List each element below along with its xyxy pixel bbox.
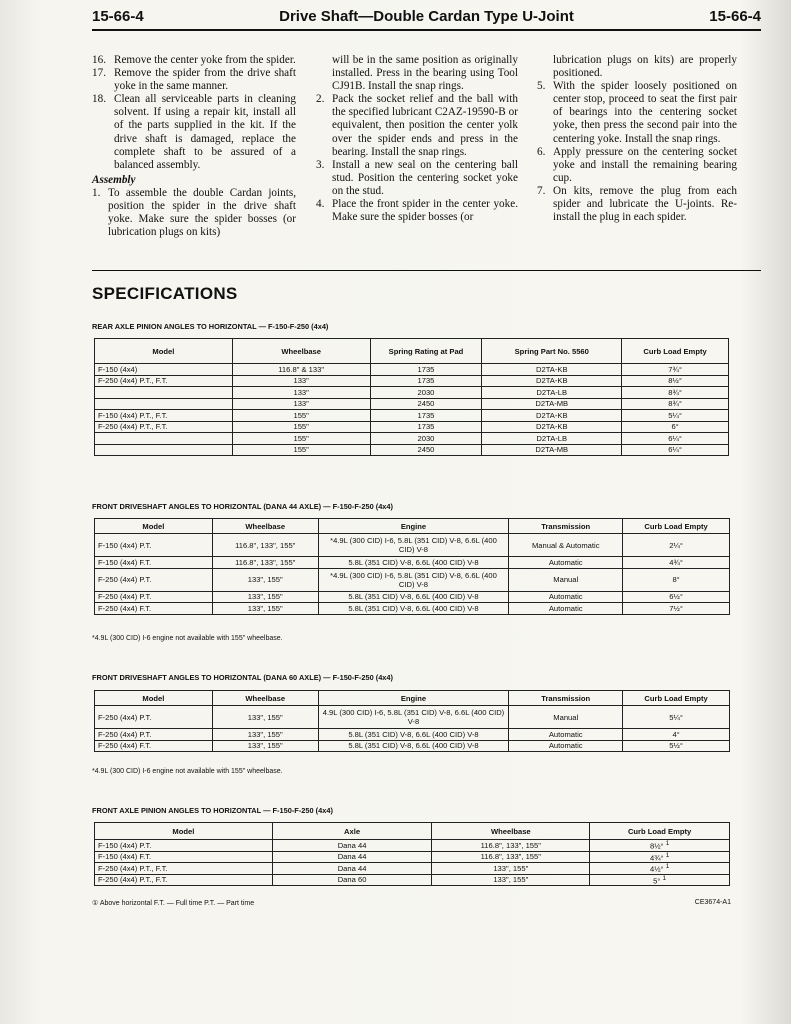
assembly-step-4: 4. Place the front spider in the center yoke. Make sure the spider bosses (or xyxy=(316,198,518,224)
page-number-left: 15-66-4 xyxy=(92,8,144,25)
table-row: F-250 (4x4) P.T., F.T. 155" 1735 D2TA-KB 6° xyxy=(95,421,729,433)
front-axle-pinion-table xyxy=(94,822,730,886)
page-number-right: 15-66-4 xyxy=(709,8,761,25)
table-row: F-250 (4x4) P.T., F.T. Dana 44 133", 155" 4½° $^1$ xyxy=(95,863,730,875)
table-row: F-150 (4x4) P.T. Dana 44 116.8", 133", 155" 8½° $^1$ xyxy=(95,840,730,852)
footnote-marker: 1 xyxy=(665,863,670,871)
assembly-step-2: 2. Pack the socket relief and the ball with the specified lubricant C2AZ-19590-B or equivalent, then position the center yolk over the spider ends and press in the bearing. Install the snap rings. xyxy=(316,93,518,158)
assembly-step-7: 7. On kits, remove the plug from each spider and lubricate the U-joints. Re-install the plug in each spider. xyxy=(537,184,737,224)
table-row: F-150 (4x4) 116.8" & 133" 1735 D2TA-KB 7¾° xyxy=(95,364,729,376)
table-row: 155" 2450 D2TA-MB 6¼° xyxy=(95,444,729,456)
table4-caption: FRONT AXLE PINION ANGLES TO HORIZONTAL — F-150-F-250 (4x4) xyxy=(92,806,333,815)
footnote-marker: 1 xyxy=(662,874,667,882)
table3-caption: FRONT DRIVESHAFT ANGLES TO HORIZONTAL (DANA 60 AXLE) — F-150-F-250 (4x4) xyxy=(92,673,393,682)
step-4-continued: lubrication plugs on kits) are properly positioned. xyxy=(553,54,737,80)
table-row: F-250 (4x4) F.T. 133", 155" 5.8L (351 CID) V-8, 6.6L (400 CID) V-8 Automatic 5½° xyxy=(95,740,730,752)
specifications-heading: SPECIFICATIONS xyxy=(92,284,238,303)
step-1-continued: will be in the same position as originally installed. Press in the bearing using Tool CJ91B. Install the snap rings. xyxy=(332,54,518,93)
table-header-row: Model Wheelbase Engine Transmission Curb Load Empty xyxy=(95,691,730,706)
assembly-step-5: 5. With the spider loosely positioned on center stop, proceed to seat the first pair of bearings into the centering socket yoke, then press the second pair into the centering yoke. Install the snap rings. xyxy=(537,80,737,145)
table2-caption: FRONT DRIVESHAFT ANGLES TO HORIZONTAL (DANA 44 AXLE) — F-150-F-250 (4x4) xyxy=(92,502,393,511)
table-row: F-250 (4x4) P.T. 133", 155" 4.9L (300 CID) I-6, 5.8L (351 CID) V-8, 6.6L (400 CID) V-8 Manual 5¼° xyxy=(95,706,730,729)
text-column-2 xyxy=(316,54,518,224)
step-16: 16. Remove the center yoke from the spider. xyxy=(92,54,296,66)
table-row: F-250 (4x4) P.T. 133", 155" 5.8L (351 CID) V-8, 6.6L (400 CID) V-8 Automatic 6½° xyxy=(95,591,730,603)
table-header-row: Model Wheelbase Spring Rating at Pad Spring Part No. 5560 Curb Load Empty xyxy=(95,339,729,364)
table-row: 155" 2030 D2TA-LB 6¼° xyxy=(95,433,729,445)
table2-footnote: *4.9L (300 CID) I-6 engine not available with 155" wheelbase. xyxy=(92,635,283,642)
text-column-3 xyxy=(537,54,737,224)
text-column-1 xyxy=(92,54,296,239)
header-rule xyxy=(92,29,761,31)
table-row: F-250 (4x4) P.T., F.T. Dana 60 133", 155" 5° $^1$ xyxy=(95,874,730,886)
table-row: F-150 (4x4) F.T. Dana 44 116.8", 133", 155" 4¾° $^1$ xyxy=(95,851,730,863)
step-17: 17. Remove the spider from the drive shaft yoke in the same manner. xyxy=(92,67,296,93)
table-row: 133" 2030 D2TA-LB 8¾° xyxy=(95,387,729,399)
table-row: F-250 (4x4) P.T. 133", 155" *4.9L (300 CID) I-6, 5.8L (351 CID) V-8, 6.6L (400 CID) V-8 Manual 8° xyxy=(95,568,730,591)
assembly-heading: Assembly xyxy=(92,173,136,186)
page-title: Drive Shaft—Double Cardan Type U-Joint xyxy=(279,8,574,25)
rear-axle-pinion-table xyxy=(94,338,729,456)
table-row: 133" 2450 D2TA-MB 8¾° xyxy=(95,398,729,410)
assembly-step-1: 1. To assemble the double Cardan joints, position the spider in the drive shaft yoke. Make sure the spider bosses (or lubrication plugs on kits) xyxy=(92,186,296,239)
table-row: F-250 (4x4) F.T. 133", 155" 5.8L (351 CID) V-8, 6.6L (400 CID) V-8 Automatic 7½° xyxy=(95,603,730,615)
assembly-step-6: 6. Apply pressure on the centering socket yoke and install the remaining bearing cup. xyxy=(537,145,737,184)
table-row: F-150 (4x4) P.T., F.T. 155" 1735 D2TA-KB 5¼° xyxy=(95,410,729,422)
legend: ① Above horizontal F.T. — Full time P.T. — Part time xyxy=(92,900,255,907)
table-header-row: Model Axle Wheelbase Curb Load Empty xyxy=(95,823,730,840)
step-18: 18. Clean all serviceable parts in cleaning solvent. If using a repair kit, install all of the parts supplied in the kit. If the drive shaft is damaged, replace the complete shaft to be assured of a balanced assembly. xyxy=(92,93,296,171)
front-driveshaft-dana44-table xyxy=(94,518,730,615)
table-row: F-250 (4x4) P.T. 133", 155" 5.8L (351 CID) V-8, 6.6L (400 CID) V-8 Automatic 4° xyxy=(95,729,730,741)
assembly-step-3: 3. Install a new seal on the centering ball stud. Position the centering socket yoke on the stud. xyxy=(316,158,518,197)
table-row: F-250 (4x4) P.T., F.T. 133" 1735 D2TA-KB 8½° xyxy=(95,375,729,387)
footnote-marker: 1 xyxy=(665,851,670,859)
table3-footnote: *4.9L (300 CID) I-6 engine not available with 155" wheelbase. xyxy=(92,768,283,775)
footnote-marker: 1 xyxy=(665,840,670,847)
table1-caption: REAR AXLE PINION ANGLES TO HORIZONTAL — F-150-F-250 (4x4) xyxy=(92,322,329,331)
table-header-row: Model Wheelbase Engine Transmission Curb Load Empty xyxy=(95,519,730,534)
front-driveshaft-dana60-table xyxy=(94,690,730,752)
table-row: F-150 (4x4) P.T. 116.8", 133", 155" *4.9L (300 CID) I-6, 5.8L (351 CID) V-8, 6.6L (400 CID) V-8 Manual & Automatic 2¼° xyxy=(95,534,730,557)
table-row: F-150 (4x4) F.T. 116.8", 133", 155" 5.8L (351 CID) V-8, 6.6L (400 CID) V-8 Automatic 4¾° xyxy=(95,557,730,569)
page-header xyxy=(92,8,761,28)
section-rule xyxy=(92,270,761,271)
figure-code: CE3674-A1 xyxy=(694,899,731,906)
